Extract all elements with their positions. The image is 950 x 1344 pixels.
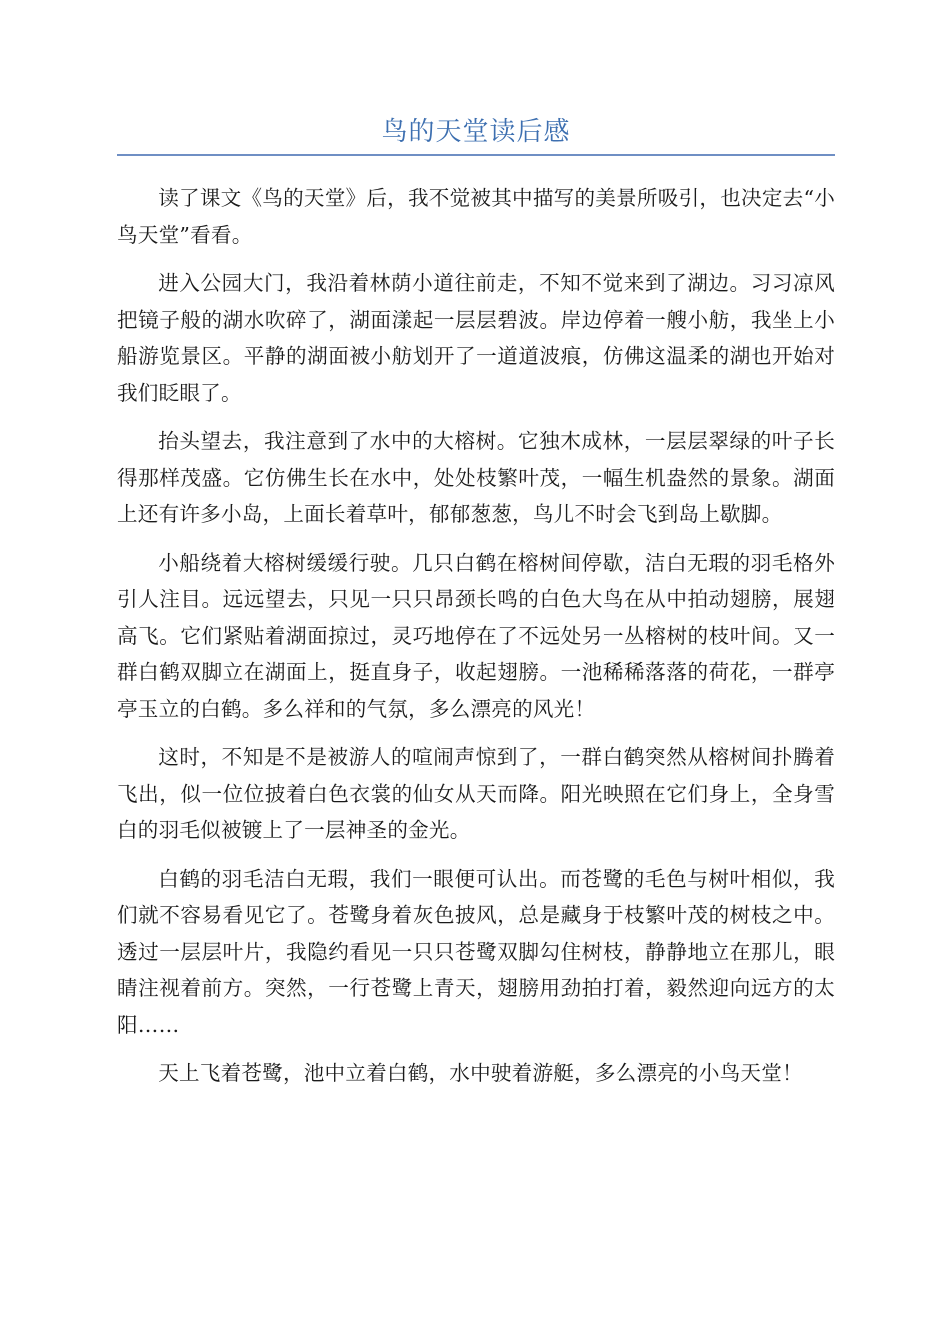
paragraph-1: 读了课文《鸟的天堂》后，我不觉被其中描写的美景所吸引，也决定去“小鸟天堂”看看。 xyxy=(117,186,835,247)
title-underline xyxy=(117,154,835,156)
paragraph-5: 这时，不知是不是被游人的喧闹声惊到了，一群白鹤突然从榕树间扑腾着飞出，似一位位披着白色衣裳的仙女从天而降。阳光映照在它们身上，全身雪白的羽毛似被镀上了一层神圣的金光。 xyxy=(117,745,835,842)
document-body xyxy=(117,180,835,1092)
document-title: 鸟的天堂读后感 xyxy=(381,117,571,147)
paragraph-6: 白鹤的羽毛洁白无瑕，我们一眼便可认出。而苍鹭的毛色与树叶相似，我们就不容易看见它了。苍鹭身着灰色披风，总是藏身于枝繁叶茂的树枝之中。透过一层层叶片，我隐约看见一只只苍鹭双脚勾住树枝，静静地立在那儿，眼睛注视着前方。突然，一行苍鹭上青天，翅膀用劲拍打着，毅然迎向远方的太阳…… xyxy=(117,866,835,1037)
paragraph-7: 天上飞着苍鹭，池中立着白鹤，水中驶着游艇，多么漂亮的小鸟天堂！ xyxy=(158,1061,803,1085)
document-page xyxy=(117,112,835,1104)
paragraph-2: 进入公园大门，我沿着林荫小道往前走，不知不觉来到了湖边。习习凉风把镜子般的湖水吹碎了，湖面漾起一层层碧波。岸边停着一艘小舫，我坐上小船游览景区。平静的湖面被小舫划开了一道道波痕，仿佛这温柔的湖也开始对我们眨眼了。 xyxy=(117,271,835,405)
paragraph-4: 小船绕着大榕树缓缓行驶。几只白鹤在榕树间停歇，洁白无瑕的羽毛格外引人注目。远远望去，只见一只只昂颈长鸣的白色大鸟在从中拍动翅膀，展翅高飞。它们紧贴着湖面掠过，灵巧地停在了不远处另一丛榕树的枝叶间。又一群白鹤双脚立在湖面上，挺直身子，收起翅膀。一池稀稀落落的荷花，一群亭亭玉立的白鹤。多么祥和的气氛，多么漂亮的风光！ xyxy=(117,550,835,721)
paragraph-3: 抬头望去，我注意到了水中的大榕树。它独木成林，一层层翠绿的叶子长得那样茂盛。它仿佛生长在水中，处处枝繁叶茂，一幅生机盎然的景象。湖面上还有许多小岛，上面长着草叶，郁郁葱葱，鸟儿不时会飞到岛上歇脚。 xyxy=(117,429,835,526)
